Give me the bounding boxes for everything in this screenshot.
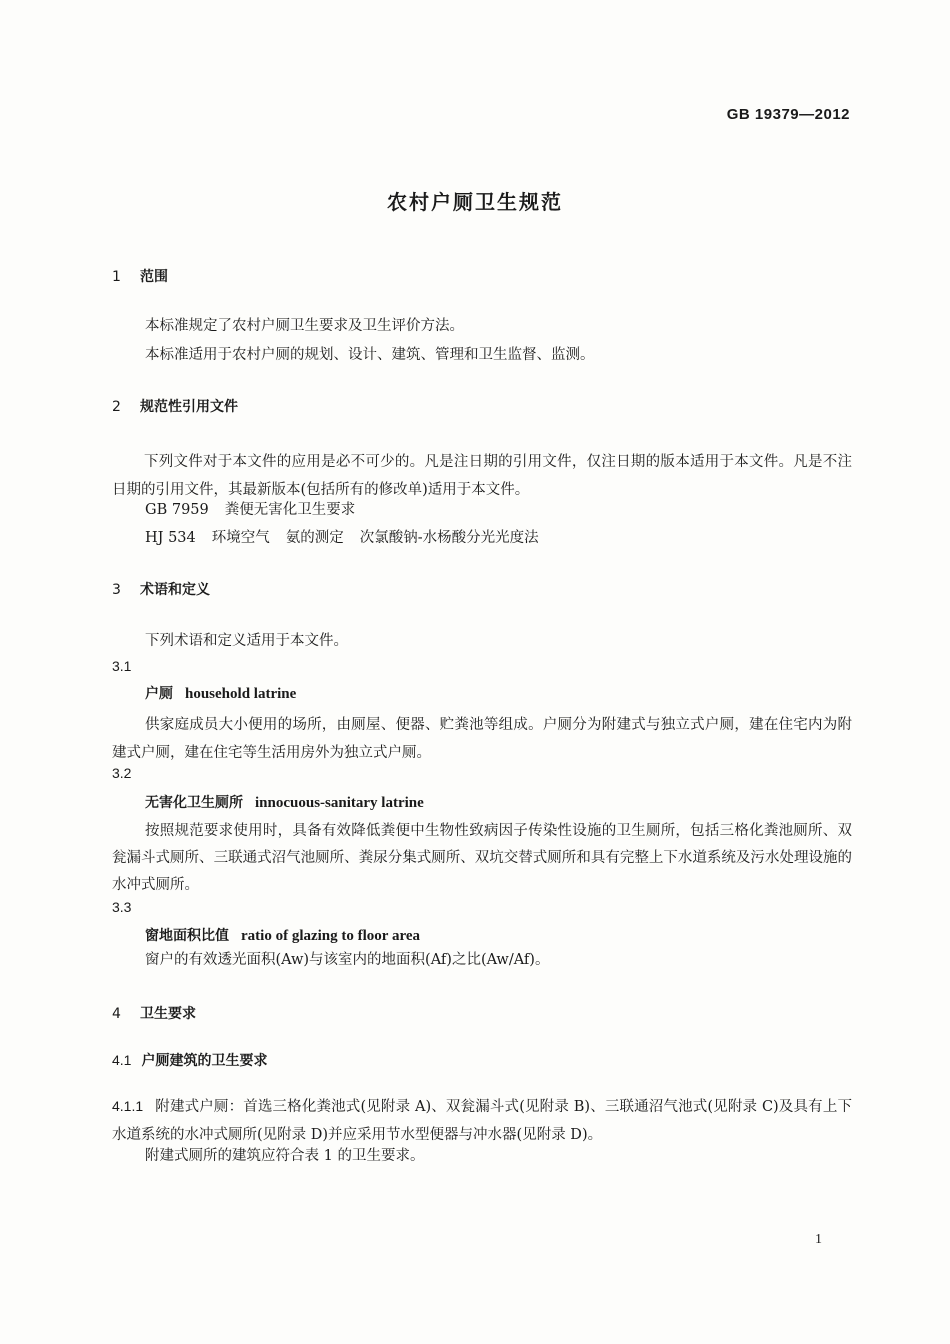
section-heading-1	[112, 266, 168, 286]
subsection-title: 户厕建筑的卫生要求	[141, 1053, 268, 1069]
term-chinese: 窗地面积比值	[145, 928, 229, 944]
page-number: 1	[815, 1232, 822, 1247]
term-entry	[145, 925, 420, 945]
term-english: innocuous-sanitary latrine	[255, 795, 424, 811]
section-number: 3	[112, 582, 121, 598]
section-number: 1	[112, 269, 121, 285]
standard-code: GB 19379—2012	[726, 106, 850, 123]
page-title: 农村户厕卫生规范	[387, 190, 563, 214]
term-definition: 按照规范要求使用时，具备有效降低粪便中生物性致病因子传染性设施的卫生厕所，包括三格化粪池厕所、双瓮漏斗式厕所、三联通式沼气池厕所、粪尿分集式厕所、双坑交替式厕所和具有完整上下水道系统及污水处理设施的水冲式厕所。	[112, 823, 852, 893]
term-definition: 供家庭成员大小便用的场所，由厕屋、便器、贮粪池等组成。户厕分为附建式与独立式户厕，建在住宅内为附建式户厕，建在住宅等生活用房外为独立式户厕。	[112, 717, 852, 761]
reference-title: 环境空气	[211, 530, 270, 546]
paragraph: 下列术语和定义适用于本文件。	[145, 633, 348, 649]
section-heading-3	[112, 579, 210, 599]
term-english: household latrine	[185, 686, 297, 702]
subsection-number: 4.1	[112, 1052, 132, 1068]
clause-text: 附建式户厕：首选三格化粪池式(见附录 A)、双瓮漏斗式(见附录 B)、三联通沼气池式(见附录 C)及具有上下水道系统的水冲式厕所(见附录 D)并应采用节水型便器与冲水器(见附录 D)。	[112, 1099, 852, 1143]
term-entry	[145, 792, 424, 812]
term-number: 3.3	[112, 899, 132, 915]
term-chinese: 无害化卫生厕所	[145, 795, 243, 811]
paragraph: 下列文件对于本文件的应用是必不可少的。凡是注日期的引用文件，仅注日期的版本适用于本文件。凡是不注日期的引用文件，其最新版本(包括所有的修改单)适用于本文件。	[112, 454, 852, 498]
reference-title: 氨的测定	[285, 530, 344, 546]
reference-item	[145, 500, 355, 520]
subsection-heading	[112, 1050, 267, 1070]
reference-item	[145, 528, 539, 548]
reference-code: HJ 534	[145, 530, 196, 546]
section-heading-4	[112, 1003, 196, 1023]
section-number: 4	[112, 1006, 121, 1022]
paragraph: 附建式厕所的建筑应符合表 1 的卫生要求。	[145, 1148, 425, 1164]
section-title: 规范性引用文件	[140, 399, 238, 415]
clause-number: 4.1.1	[112, 1098, 144, 1114]
section-title: 范围	[140, 269, 168, 285]
term-chinese: 户厕	[145, 686, 173, 702]
reference-title: 次氯酸钠-水杨酸分光光度法	[359, 530, 539, 546]
section-heading-2	[112, 396, 238, 416]
section-title: 卫生要求	[140, 1006, 196, 1022]
section-number: 2	[112, 399, 121, 415]
reference-title: 粪便无害化卫生要求	[224, 502, 356, 518]
clause-paragraph	[112, 1092, 852, 1149]
reference-code: GB 7959	[145, 502, 209, 518]
paragraph: 本标准适用于农村户厕的规划、设计、建筑、管理和卫生监督、监测。	[145, 347, 595, 363]
section-title: 术语和定义	[140, 582, 210, 598]
term-number: 3.2	[112, 765, 132, 781]
term-number: 3.1	[112, 658, 132, 674]
term-entry	[145, 683, 296, 703]
term-definition: 窗户的有效透光面积(Aw)与该室内的地面积(Af)之比(Aw/Af)。	[145, 952, 550, 968]
term-english: ratio of glazing to floor area	[241, 928, 420, 944]
paragraph: 本标准规定了农村户厕卫生要求及卫生评价方法。	[145, 318, 464, 334]
